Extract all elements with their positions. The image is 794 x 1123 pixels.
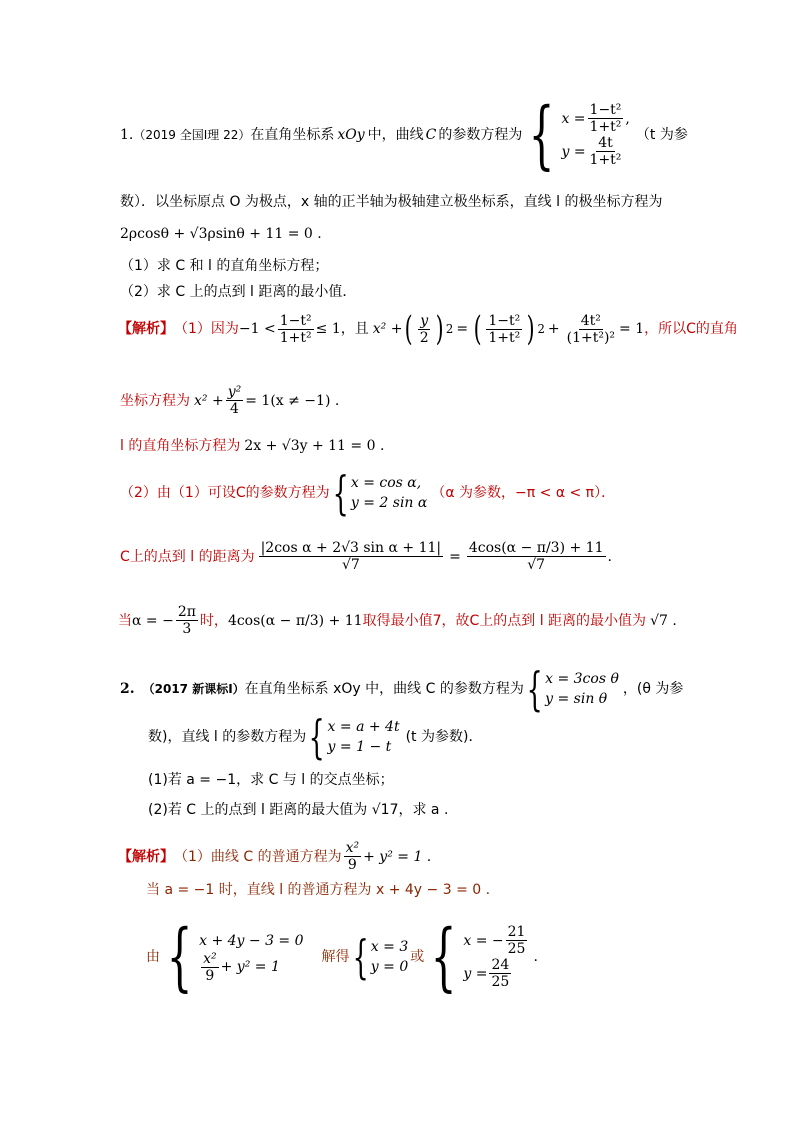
when-num: 2π — [177, 604, 196, 620]
analysis-2-den: 9 — [347, 857, 357, 873]
when-label: 当 — [118, 612, 132, 629]
paren-den: 1+t² — [488, 329, 521, 346]
problem-2-curve-system — [545, 669, 619, 709]
from-label: 由 — [146, 949, 160, 965]
right-paren-2: ) — [526, 309, 535, 349]
left-paren-2: ( — [473, 309, 482, 349]
analysis-1-text-a: （1）因为 — [174, 321, 239, 337]
when-den: 3 — [182, 621, 192, 637]
solution-2 — [463, 924, 529, 990]
distance-eq: = — [449, 548, 461, 565]
problem-2-text: 在直角坐标系 xOy 中，曲线 C 的参数方程为 — [244, 681, 524, 697]
intersection-eq-2-tail: + y² = 1 — [220, 959, 280, 975]
analysis-2-line-2: 当 a = −1 时，直线 l 的普通方程为 x + 4y − 3 = 0 . — [146, 882, 491, 898]
solution-2-y-lhs: y = — [463, 965, 488, 982]
problem-2-question-1: (1)若 a = −1，求 C 与 l 的交点坐标； — [148, 772, 394, 788]
eq-one: = 1 — [619, 321, 645, 337]
cartesian-fraction — [226, 384, 244, 417]
system-brace-5: { — [166, 914, 193, 1000]
problem-2-y: y = sin θ — [545, 691, 608, 707]
analysis-2-text-a: （1）曲线 C 的普通方程为 — [174, 848, 342, 865]
eq-x-lhs: x = — [561, 110, 586, 127]
part-2-label: （2）由（1）可设C的参数方程为 — [120, 485, 330, 501]
system-brace-3: { — [526, 662, 543, 716]
solution-2-y-num: 24 — [491, 957, 510, 973]
left-paren: ( — [405, 309, 414, 349]
eq-y-num: 4t — [598, 135, 613, 151]
distance-num-1: |2cos α + 2√3 sin α + 11| — [260, 540, 442, 556]
part-2-note: （α 为参数，−π < α < π）． — [431, 485, 616, 501]
solution-1-x: x = 3 — [370, 939, 409, 955]
distance-den-2: √7 — [527, 557, 546, 573]
or-label: 或 — [410, 949, 425, 965]
system-brace-4: { — [308, 710, 325, 764]
y-over-2-fraction — [418, 313, 431, 346]
last-fraction — [565, 313, 617, 346]
analysis-1-distance — [120, 540, 612, 573]
line-l-equation: 2x + √3y + 11 = 0 . — [244, 438, 385, 454]
problem-1-number: 1. — [120, 127, 134, 143]
system-brace-6: { — [352, 930, 369, 984]
intersection-fraction — [201, 951, 219, 984]
solve-label: 解得 — [321, 949, 350, 965]
intersection-system — [199, 931, 303, 984]
analysis-label: 【解析】 — [118, 321, 174, 337]
cartesian-eq-a: x² + — [194, 392, 224, 409]
part-2-x: x = cos α, — [350, 475, 422, 491]
problem-1-stem — [120, 92, 688, 178]
when-text-b: 时， — [199, 612, 228, 629]
system-brace-2: { — [332, 466, 349, 520]
problem-1-question-1: （1）求 C 和 l 的直角坐标方程； — [120, 258, 329, 274]
solution-2-y-den: 25 — [491, 974, 510, 990]
problem-2-lx: x = a + 4t — [327, 719, 400, 735]
line-l-label: l 的直角坐标方程为 — [120, 438, 241, 454]
plus-sign: + — [547, 321, 560, 337]
when-expression: 4cos(α − π/3) + 11 — [227, 612, 363, 629]
right-paren: ) — [435, 309, 444, 349]
system-brace: { — [528, 92, 555, 178]
solution-2-x-den: 25 — [507, 941, 526, 957]
eq-x-den: 1+t² — [589, 119, 622, 135]
problem-2-x: x = 3cos θ — [545, 671, 619, 687]
last-num: 4t² — [580, 312, 601, 329]
when-eq: α = − — [132, 612, 174, 629]
problem-1-text-b: 中，曲线 — [367, 127, 424, 143]
problem-2-stem — [120, 662, 684, 716]
analysis-1-part-2 — [120, 466, 616, 520]
distance-num-2: 4cos(α − π/3) + 11 — [468, 540, 604, 556]
cartesian-num: y² — [227, 384, 242, 400]
eq-sign: = — [456, 321, 469, 337]
distance-end: . — [607, 548, 612, 565]
solution-1-y: y = 0 — [370, 959, 409, 975]
ineq-fraction — [278, 313, 314, 346]
problem-1-param-note: （t 为参 — [635, 127, 688, 143]
paren-num: 1−t² — [488, 312, 521, 329]
analysis-1-line-l — [120, 436, 384, 456]
when-text-c: 取得最小值7，故C上的点到 l 距离的最小值为 — [362, 612, 647, 629]
part-2-y: y = 2 sin α — [350, 495, 428, 511]
problem-2-line2-a: 数)，直线 l 的参数方程为 — [148, 729, 307, 745]
ineq-den: 1+t² — [279, 329, 312, 346]
problem-2-line-system — [328, 717, 400, 757]
cartesian-den: 4 — [230, 401, 239, 417]
cartesian-label: 坐标方程为 — [120, 392, 190, 409]
cartesian-eq-b: = 1(x ≠ −1) . — [245, 392, 340, 409]
y-over-2-num: y — [420, 312, 429, 329]
problem-1-param-system — [561, 102, 629, 168]
distance-den-1: √7 — [341, 557, 360, 573]
solution-2-y-fraction — [489, 957, 511, 990]
analysis-2-solve — [146, 914, 538, 1000]
solution-end: . — [533, 949, 538, 965]
ineq-left: −1 < — [238, 321, 276, 337]
ineq-right: ≤ 1，且 — [315, 321, 369, 337]
problem-2-ly: y = 1 − t — [327, 739, 392, 755]
analysis-1-cartesian — [120, 384, 339, 417]
part-2-system — [351, 473, 427, 513]
problem-1-question-2: （2）求 C 上的点到 l 距离的最小值． — [120, 284, 357, 300]
problem-1-polar-equation: 2ρcosθ + √3ρsinθ + 11 = 0 . — [120, 226, 322, 242]
analysis-2-line-1 — [118, 840, 431, 873]
analysis-2-fraction — [344, 840, 362, 873]
analysis-1-minimum — [118, 604, 677, 637]
solution-1 — [371, 937, 408, 977]
solution-2-x-fraction — [506, 924, 528, 957]
y-over-2-den: 2 — [419, 329, 429, 346]
intersection-den: 9 — [205, 967, 215, 984]
system-brace-7: { — [430, 914, 457, 1000]
analysis-1-text-b: ，所以C的直角 — [644, 321, 738, 337]
problem-1-xoy: xOy — [337, 127, 365, 143]
problem-2-number: 2. — [120, 681, 135, 697]
problem-1-curve-c: C — [425, 127, 437, 143]
paren-fraction — [486, 313, 522, 346]
intersection-num: x² — [203, 950, 217, 967]
solution-2-x-lhs: x = − — [463, 932, 504, 949]
eq-y-den: 1+t² — [589, 152, 622, 168]
problem-1-text-c: 的参数方程为 — [438, 127, 523, 143]
analysis-2-num: x² — [345, 840, 360, 856]
intersection-eq-1: x + 4y − 3 = 0 — [199, 932, 304, 949]
ineq-num: 1−t² — [279, 312, 312, 329]
eq-x-tail: , — [625, 110, 630, 127]
when-value: √7 . — [650, 612, 677, 629]
eq-x-num: 1−t² — [589, 102, 622, 118]
problem-2-line2-b: (t 为参数)． — [405, 729, 483, 745]
distance-label: C上的点到 l 的距离为 — [120, 548, 255, 565]
problem-2-question-2: (2)若 C 上的点到 l 距离的最大值为 √17，求 a . — [148, 802, 449, 818]
problem-1-text-a: 在直角坐标系 — [250, 127, 335, 143]
when-fraction — [176, 604, 198, 637]
analysis-2-eq-tail: + y² = 1 . — [363, 848, 432, 865]
problem-2-line-2 — [148, 710, 483, 764]
problem-2-source: （2017 新课标Ⅰ） — [142, 682, 245, 696]
problem-1-line-2: 数）．以坐标原点 O 为极点，x 轴的正半轴为极轴建立极坐标系，直线 l 的极坐标方程为 — [120, 194, 663, 210]
sum-x-sq: x² + — [372, 321, 403, 337]
problem-2-tail: ，(θ 为参 — [622, 681, 684, 697]
analysis-1-line-1: 【解析】 （1）因为 −1 < $\frac{\text{1−t²}}{\text{1+t²}}$ ≤ 1，且 x² + ( $\frac{y}{2}$ ) 2 = ( $\frac{\text{1−t²}}{\text{1+t²}}$ ) 2 + $\frac{\text{4t²}}{\text{(1+t²)²}}$ = 1 ，所以C的直角 — [118, 309, 738, 349]
solution-2-x-num: 21 — [507, 924, 526, 940]
eq-y-fraction — [588, 135, 624, 168]
analysis-2-label: 【解析】 — [118, 848, 174, 865]
problem-1-source: （2019 全国Ⅰ理 22） — [133, 128, 251, 142]
distance-fraction-1 — [259, 540, 444, 573]
distance-fraction-2 — [467, 540, 606, 573]
eq-x-fraction — [588, 102, 624, 135]
last-den: (1+t²)² — [566, 329, 616, 346]
eq-y-lhs: y = — [561, 143, 586, 160]
